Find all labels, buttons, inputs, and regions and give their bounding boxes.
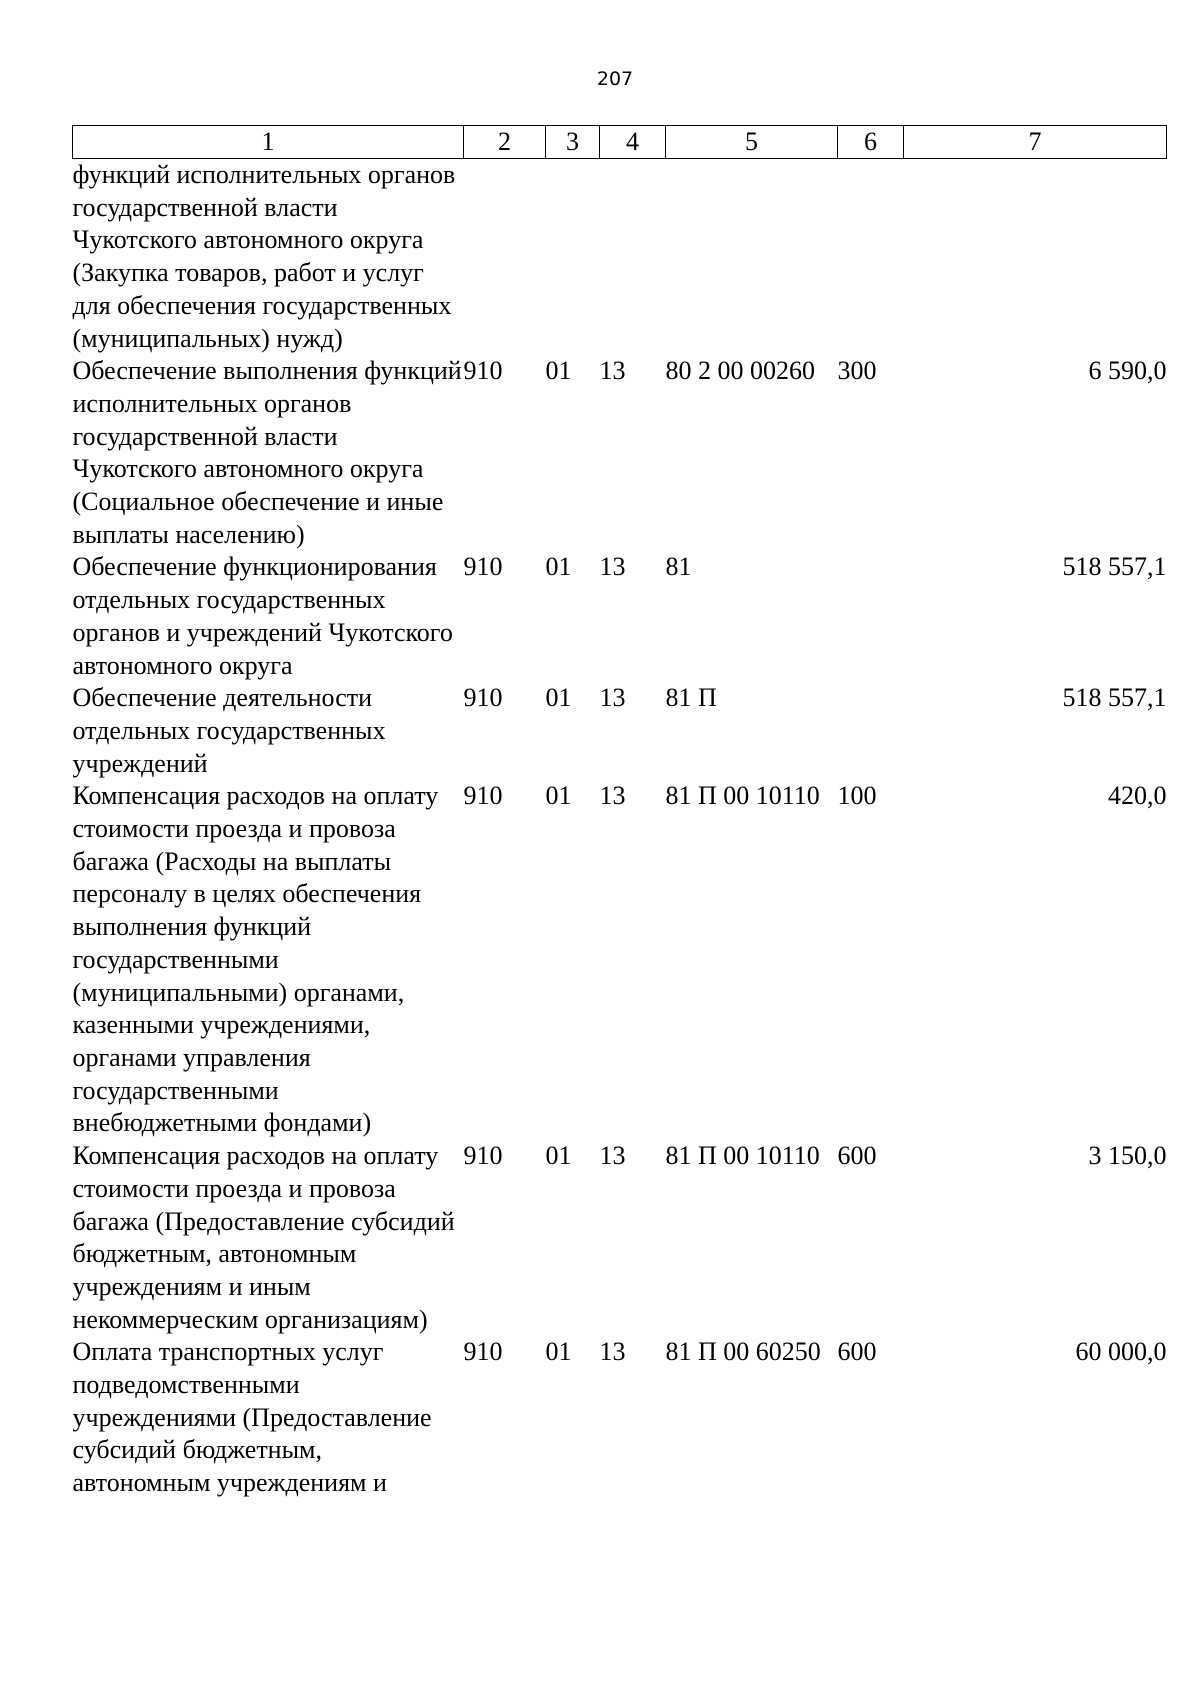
target-article-cell: 81 [665, 552, 692, 582]
ministry-code-cell [464, 159, 546, 356]
budget-table [72, 125, 1167, 1500]
column-header-2: 2 [464, 126, 546, 159]
column-header-3: 3 [546, 126, 600, 159]
target-article-cell: 80 2 00 00260 [665, 356, 815, 386]
table-row [73, 159, 1167, 356]
target-article-cell: 81 П 00 10110 [665, 781, 820, 811]
amount-cell: 518 557,1 [1062, 552, 1167, 582]
expense-type-cell: 300 [837, 356, 877, 386]
header-row [73, 126, 1167, 159]
amount-cell: 3 150,0 [1088, 1141, 1167, 1171]
table-row [73, 682, 1167, 780]
ministry-code-cell: 910 [463, 356, 503, 386]
row-name-cell: Компенсация расходов на оплату стоимости проезда и провоза багажа (Предоставление субсидий бюджетным, автономным учреждениям и иным некоммерческим организациям) [72, 1141, 455, 1334]
section-code-cell: 01 [545, 356, 572, 386]
amount-cell: 420,0 [1108, 781, 1167, 811]
row-name-cell: Обеспечение функционирования отдельных государственных органов и учреждений Чукотского автономного округа [72, 552, 453, 680]
expense-type-cell [838, 682, 904, 780]
expense-type-cell [838, 159, 904, 356]
target-article-cell: 81 П [665, 683, 717, 713]
subsection-code-cell: 13 [599, 552, 626, 582]
target-article-cell: 81 П 00 10110 [665, 1141, 820, 1171]
target-article-cell: 81 П 00 60250 [665, 1337, 821, 1367]
ministry-code-cell: 910 [463, 1337, 503, 1367]
ministry-code-cell: 910 [463, 552, 503, 582]
column-header-5: 5 [666, 126, 838, 159]
subsection-code-cell: 13 [599, 356, 626, 386]
target-article-cell [666, 159, 838, 356]
table-row [73, 1140, 1167, 1336]
amount-cell: 518 557,1 [1062, 683, 1167, 713]
row-name-cell: Обеспечение деятельности отдельных государственных учреждений [72, 683, 386, 778]
page-number: 207 [596, 68, 634, 90]
section-code-cell: 01 [545, 1337, 572, 1367]
column-header-6: 6 [838, 126, 904, 159]
amount-cell [904, 159, 1167, 356]
table-row [73, 1336, 1167, 1500]
amount-cell: 6 590,0 [1088, 356, 1167, 386]
column-header-7: 7 [904, 126, 1167, 159]
row-name-cell: Обеспечение выполнения функций исполнительных органов государственной власти Чукотского автономного округа (Социальное обеспечение и иные выплаты населению) [72, 356, 462, 549]
ministry-code-cell: 910 [463, 781, 503, 811]
expense-type-cell [838, 551, 904, 682]
subsection-code-cell: 13 [599, 1141, 626, 1171]
subsection-code-cell: 13 [599, 781, 626, 811]
section-code-cell: 01 [545, 1141, 572, 1171]
column-header-1: 1 [73, 126, 464, 159]
row-name-cell: функций исполнительных органов государственной власти Чукотского автономного округа (Закупка товаров, работ и услуг для обеспечения государственных (муниципальных) нужд) [72, 160, 456, 353]
section-code-cell [546, 159, 600, 356]
section-code-cell: 01 [545, 781, 572, 811]
row-name-cell: Оплата транспортных услуг подведомственными учреждениями (Предоставление субсидий бюджетным, автономным учреждениям и [72, 1337, 432, 1498]
section-code-cell: 01 [545, 552, 572, 582]
subsection-code-cell: 13 [599, 1337, 626, 1367]
row-name-cell: Компенсация расходов на оплату стоимости проезда и провоза багажа (Расходы на выплаты персоналу в целях обеспечения выполнения функций государственными (муниципальными) органами, казенными учреждениями, органами управления государственными внебюджетными фондами) [72, 781, 439, 1138]
expense-type-cell: 600 [837, 1141, 877, 1171]
subsection-code-cell: 13 [599, 683, 626, 713]
section-code-cell: 01 [545, 683, 572, 713]
table-row [73, 780, 1167, 1140]
subsection-code-cell [600, 159, 666, 356]
expense-type-cell: 600 [837, 1337, 877, 1367]
expense-type-cell: 100 [837, 781, 877, 811]
ministry-code-cell: 910 [463, 683, 503, 713]
table-row [73, 355, 1167, 551]
amount-cell: 60 000,0 [1075, 1337, 1167, 1367]
column-header-4: 4 [600, 126, 666, 159]
table-row [73, 551, 1167, 682]
ministry-code-cell: 910 [463, 1141, 503, 1171]
